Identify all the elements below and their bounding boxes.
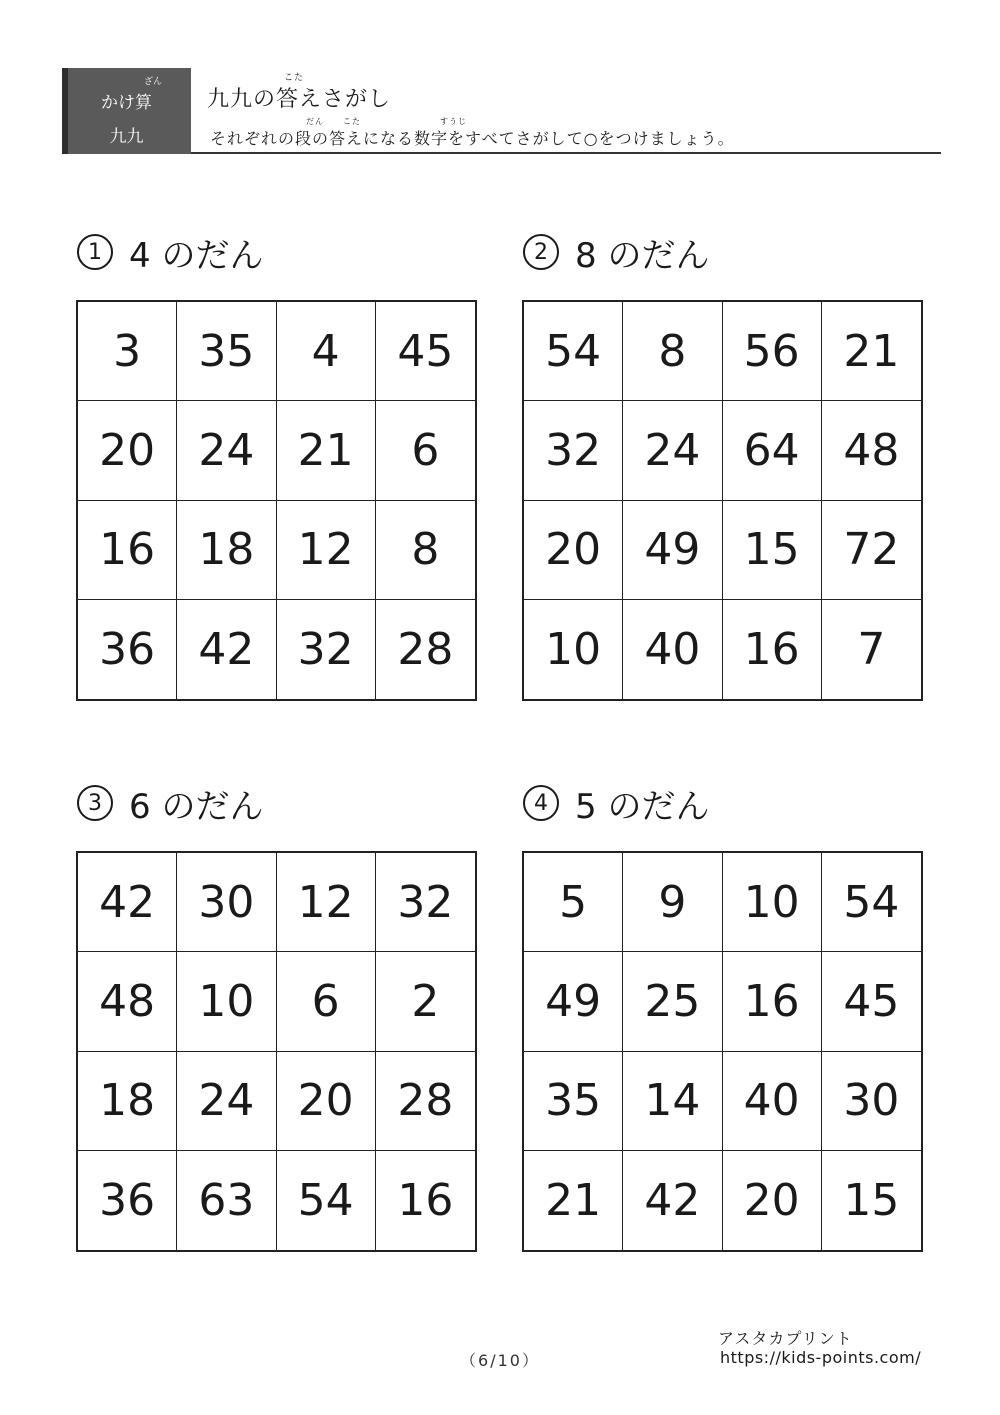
grid-cell[interactable]: 18 bbox=[78, 1052, 177, 1151]
grid-cell[interactable]: 21 bbox=[822, 302, 921, 401]
title-ruby: こた bbox=[284, 73, 305, 83]
tag-top-label: かけ算 bbox=[101, 93, 152, 113]
grid-cell[interactable]: 15 bbox=[723, 501, 822, 600]
grid-cell[interactable]: 8 bbox=[376, 501, 475, 600]
grid-cell[interactable]: 63 bbox=[177, 1151, 276, 1250]
grid-cell[interactable]: 42 bbox=[177, 600, 276, 699]
grid-cell[interactable]: 16 bbox=[723, 952, 822, 1051]
grid-cell[interactable]: 16 bbox=[78, 501, 177, 600]
grid-cell[interactable]: 28 bbox=[397, 623, 454, 675]
grid-cell[interactable]: 16 bbox=[723, 600, 822, 699]
section-label-1: 4 のだん bbox=[129, 235, 264, 276]
grid-cell[interactable]: 6 bbox=[277, 952, 376, 1051]
grid-cell[interactable]: 42 bbox=[623, 1151, 722, 1250]
grid-cell[interactable]: 24 bbox=[177, 1052, 276, 1151]
grid-cell[interactable]: 64 bbox=[723, 401, 822, 500]
grid-cell[interactable]: 8 bbox=[623, 302, 722, 401]
tag-ruby: ざん bbox=[144, 77, 163, 87]
grid-cell[interactable]: 20 bbox=[524, 501, 623, 600]
grid-cell[interactable]: 48 bbox=[78, 952, 177, 1051]
grid-cell[interactable]: 49 bbox=[524, 952, 623, 1051]
instruction-ruby-kota: こた bbox=[343, 117, 361, 126]
grid-cell[interactable]: 25 bbox=[623, 952, 722, 1051]
grid-cell[interactable]: 12 bbox=[277, 501, 376, 600]
grid-cell[interactable]: 3 bbox=[78, 302, 177, 401]
grid-cell[interactable]: 14 bbox=[623, 1052, 722, 1151]
grid-cell[interactable]: 56 bbox=[723, 302, 822, 401]
section-title-4 bbox=[523, 781, 709, 825]
grid-cell[interactable]: 28 bbox=[376, 1052, 475, 1151]
grid-cell[interactable]: 45 bbox=[376, 302, 475, 401]
grid-cell[interactable]: 32 bbox=[376, 853, 475, 952]
grid-cell[interactable]: 24 bbox=[177, 401, 276, 500]
instruction-text: それぞれの段の答えになる数字をすべてさがして○をつけましょう。 bbox=[210, 129, 735, 148]
grid-cell[interactable]: 15 bbox=[843, 1174, 900, 1226]
grid-cell[interactable]: 32 bbox=[524, 401, 623, 500]
grid-cell[interactable]: 5 bbox=[524, 853, 623, 952]
grid-cell[interactable]: 10 bbox=[524, 600, 623, 699]
grid-cell[interactable]: 40 bbox=[623, 600, 722, 699]
section-label-2: 8 のだん bbox=[575, 235, 710, 276]
instruction-ruby-dan: だん bbox=[306, 117, 324, 126]
grid-cell[interactable]: 21 bbox=[277, 401, 376, 500]
grid-cell[interactable]: 30 bbox=[177, 853, 276, 952]
grid-cell[interactable]: 49 bbox=[623, 501, 722, 600]
grid-cell[interactable]: 72 bbox=[822, 501, 921, 600]
grid-cell[interactable]: 20 bbox=[277, 1052, 376, 1151]
site-url[interactable]: https://kids-points.com/ bbox=[720, 1348, 922, 1367]
grid-cell[interactable]: 9 bbox=[623, 853, 722, 952]
grid-cell[interactable]: 7 bbox=[857, 623, 886, 675]
section-number-3: 3 bbox=[77, 785, 113, 821]
section-number-2: 2 bbox=[523, 234, 559, 270]
grid-cell[interactable]: 45 bbox=[822, 952, 921, 1051]
grid-cell[interactable]: 54 bbox=[822, 853, 921, 952]
grid-cell[interactable]: 54 bbox=[524, 302, 623, 401]
grid-cell[interactable]: 30 bbox=[822, 1052, 921, 1151]
grid-cell[interactable]: 10 bbox=[177, 952, 276, 1051]
section-label-3: 6 のだん bbox=[129, 786, 264, 827]
grid-cell[interactable]: 10 bbox=[723, 853, 822, 952]
grid-cell[interactable]: 12 bbox=[277, 853, 376, 952]
grid-cell[interactable]: 21 bbox=[524, 1151, 623, 1250]
grid-cell[interactable]: 54 bbox=[277, 1151, 376, 1250]
section-number-4: 4 bbox=[523, 785, 559, 821]
section-label-4: 5 のだん bbox=[575, 786, 710, 827]
grid-cell[interactable]: 20 bbox=[723, 1151, 822, 1250]
grid-cell[interactable]: 48 bbox=[822, 401, 921, 500]
grid-cell[interactable]: 18 bbox=[177, 501, 276, 600]
grid-cell[interactable]: 36 bbox=[78, 600, 177, 699]
section-title-2 bbox=[523, 230, 709, 274]
grid-cell[interactable]: 2 bbox=[376, 952, 475, 1051]
number-grid-1 bbox=[76, 300, 477, 701]
number-grid-3 bbox=[76, 851, 477, 1252]
grid-cell[interactable]: 6 bbox=[376, 401, 475, 500]
grid-cell[interactable]: 16 bbox=[397, 1174, 454, 1226]
tag-bottom-label: 九九 bbox=[109, 127, 144, 147]
page-number: （6/10） bbox=[460, 1351, 540, 1370]
grid-cell[interactable]: 20 bbox=[78, 401, 177, 500]
grid-cell[interactable]: 36 bbox=[78, 1151, 177, 1250]
section-number-1: 1 bbox=[77, 234, 113, 270]
grid-cell[interactable]: 35 bbox=[177, 302, 276, 401]
grid-cell[interactable]: 24 bbox=[623, 401, 722, 500]
grid-cell[interactable]: 4 bbox=[277, 302, 376, 401]
grid-cell[interactable]: 32 bbox=[277, 600, 376, 699]
worksheet-title: 九九の答えさがし bbox=[207, 87, 392, 112]
header-divider bbox=[191, 152, 941, 154]
grid-cell[interactable]: 42 bbox=[78, 853, 177, 952]
section-title-3 bbox=[77, 781, 263, 825]
number-grid-4 bbox=[522, 851, 923, 1252]
category-tag bbox=[62, 68, 191, 154]
site-name: アスタカプリント bbox=[718, 1329, 853, 1348]
number-grid-2 bbox=[522, 300, 923, 701]
grid-cell[interactable]: 35 bbox=[524, 1052, 623, 1151]
section-title-1 bbox=[77, 230, 263, 274]
instruction-ruby-suuji: すうじ bbox=[440, 117, 467, 126]
grid-cell[interactable]: 40 bbox=[723, 1052, 822, 1151]
